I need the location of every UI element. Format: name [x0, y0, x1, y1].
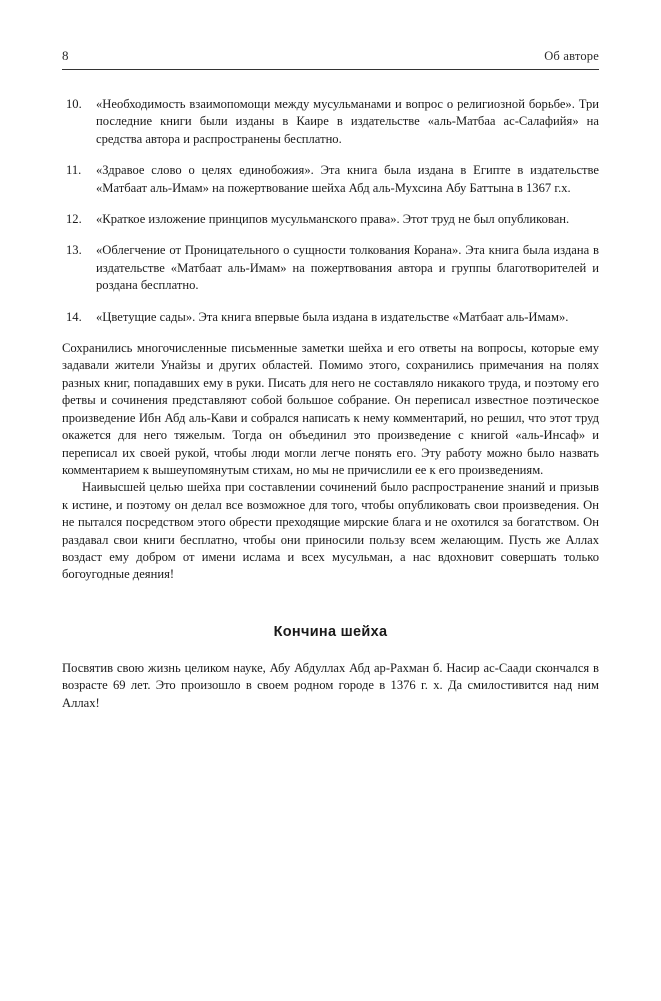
- list-item-marker: 14.: [66, 309, 82, 324]
- list-item: [62, 96, 599, 148]
- list-item: [62, 309, 599, 326]
- list-item-marker: 13.: [66, 243, 82, 258]
- list-item-marker: 11.: [66, 163, 82, 178]
- list-item-marker: 10.: [66, 97, 82, 111]
- list-item-text: «Здравое слово о целях единобожия». Эта книга была издана в Египте в издательстве «Матбаат аль-Имам» на пожертвование шейха Абд аль-Мухсина Абу Баттына в 1367 г.х.: [96, 163, 599, 195]
- list-item-text: «Краткое изложение принципов мусульманского права». Этот труд не был опубликован.: [96, 212, 570, 227]
- list-item: [62, 211, 599, 228]
- page-number: 8: [62, 48, 69, 63]
- list-item-marker: 12.: [66, 212, 82, 227]
- list-item-text: «Цветущие сады». Эта книга впервые была издана в издательстве «Матбаат аль-Имам».: [96, 309, 569, 324]
- list-item-text: «Облегчение от Проницательного о сущности толкования Корана». Эта книга была издана в издательстве «Матбаат аль-Имам» на пожертвования автора и группы благотворителей и роздана бесплатно.: [96, 243, 599, 293]
- section-paragraph: Посвятив свою жизнь целиком науке, Абу Абдуллах Абд ар-Рахман б. Насир ас-Саади скончался в возрасте 69 лет. Это произошло в своем родном городе в 1376 г. х. Да смилостивится над ним Аллах!: [62, 660, 599, 710]
- section-heading: Кончина шейха: [273, 623, 388, 640]
- works-list: [62, 96, 599, 326]
- page-header: [62, 48, 599, 70]
- list-item: [62, 242, 599, 294]
- list-item: [62, 162, 599, 197]
- running-title: Об авторе: [544, 49, 599, 63]
- body-paragraph: Сохранились многочисленные письменные заметки шейха и его ответы на вопросы, которые ему задавали жители Унайзы и других областей. Помимо этого, сохранились примечания на полях разных книг, попадавших ему в руки. Писать для него не составляло никакого труда, и поэтому его фетвы и сочинения представляют собой большое собрание. Он переписал известное поэтическое произведение Ибн Абд аль-Кави и собрался написать к нему комментарий, но решил, что этот труд окажется для него тяжелым. Тогда он объединил это произведение с книгой «аль-Инсаф» и переписал их своей рукой, чтобы люди могли легче понять его. Эту работу можно было назвать комментарием к вышеупомянутым стихам, но мы не причислили ее к его произведениям.: [62, 341, 599, 477]
- list-item-text: «Необходимость взаимопомощи между мусульманами и вопрос о религиозной борьбе». Три последние книги были изданы в Каире в издательстве «аль-Матбаа ас-Салафийя» на средства автора и распространены бесплатно.: [96, 97, 599, 146]
- body-paragraph: Наивысшей целью шейха при составлении сочинений было распространение знаний и призыв к истине, и поэтому он делал все возможное для того, чтобы опубликовать свои произведения. Он не пытался посредством этого обрести преходящие мирские блага и не охотился за богатством. Он раздавал свои книги бесплатно, чтобы они приносили пользу всем желающим. Пусть же Аллах воздаст ему добром от имени ислама и всех мусульман, а нас вдохновит совершать только богоугодные деяния!: [62, 480, 599, 582]
